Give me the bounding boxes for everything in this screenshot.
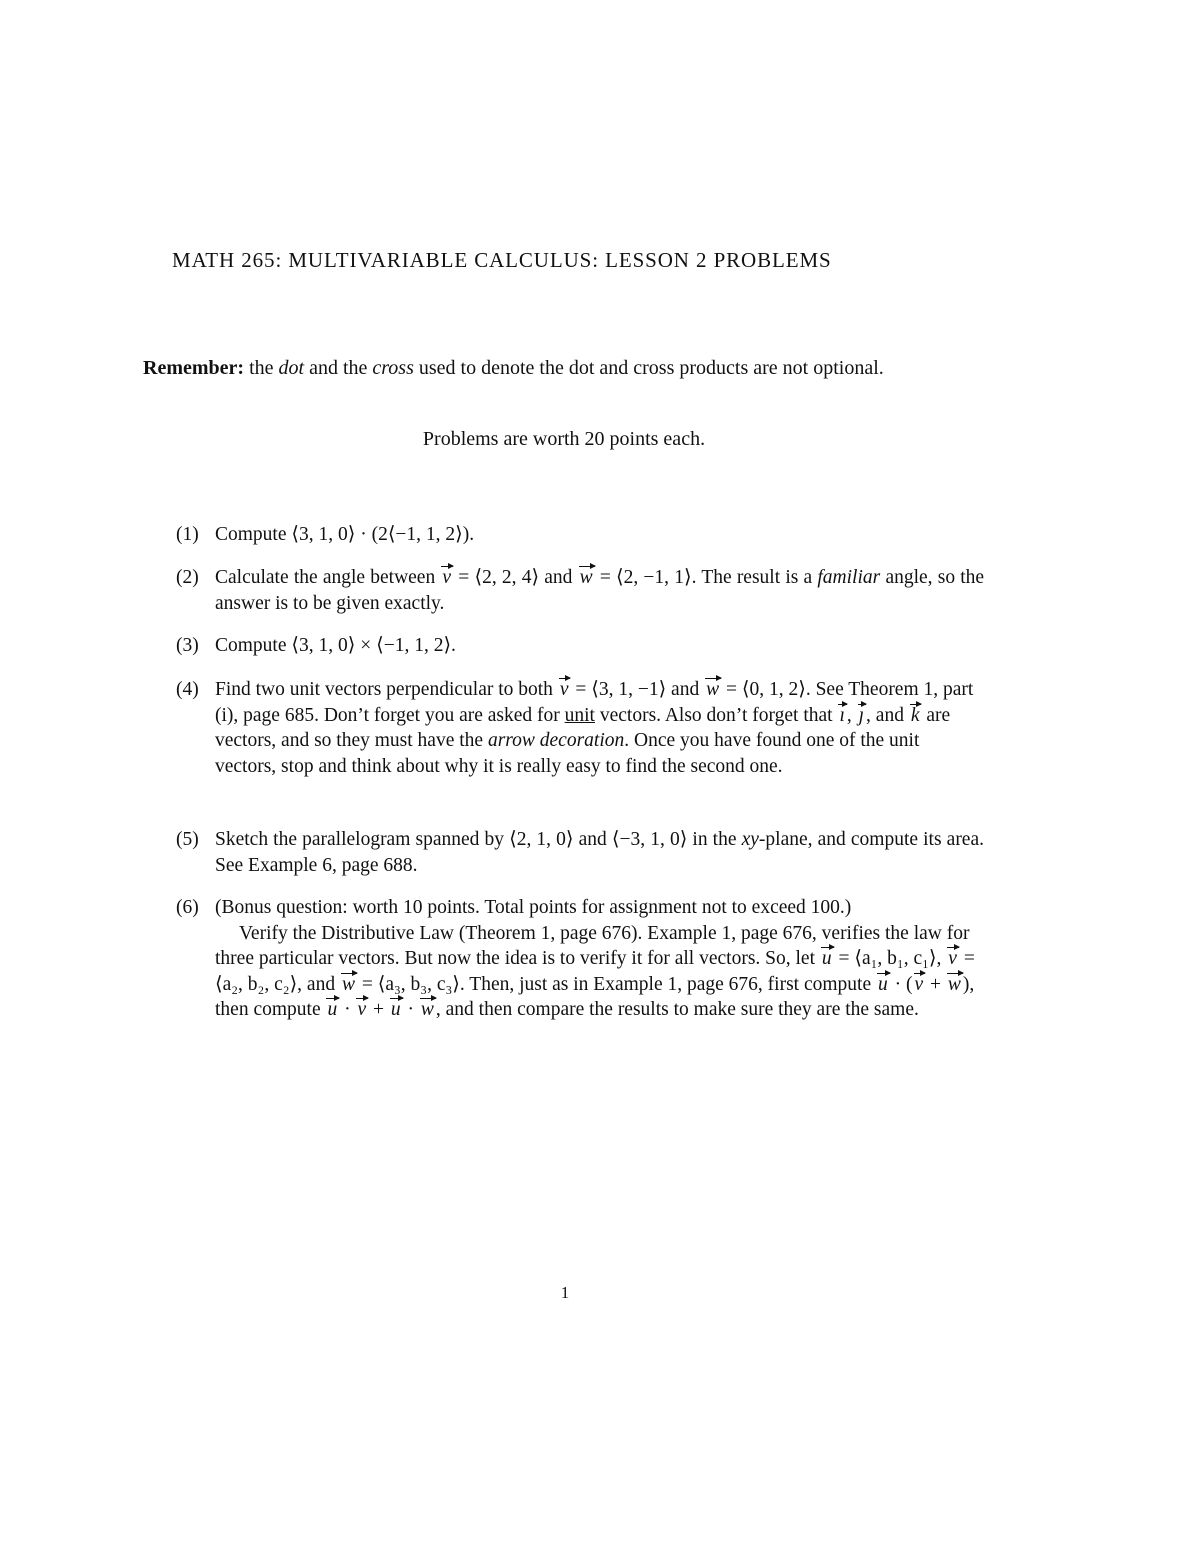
problem-2: [176, 565, 984, 616]
problem-5: [176, 827, 984, 878]
problem-number: (1): [176, 524, 199, 545]
xy-symbol: xy: [741, 829, 759, 850]
vector-v-symbol: v: [355, 997, 368, 1023]
points-note: Problems are worth 20 points each.: [422, 428, 706, 450]
remember-note: [143, 355, 985, 381]
vector-w-symbol: w: [704, 677, 721, 703]
text-run: , and then compare the results to make sure they are the same.: [435, 999, 919, 1020]
text-run: are vectors, and so they must have the: [215, 704, 951, 751]
vector-w-symbol: w: [578, 565, 595, 591]
problem-number: (6): [176, 897, 199, 918]
vector-u-symbol: u: [325, 997, 339, 1023]
vector-u-symbol: u: [876, 972, 890, 998]
remember-text-1: the: [249, 357, 274, 379]
text-run: +: [930, 973, 942, 995]
problem-number: (4): [176, 679, 199, 700]
text-run: = ⟨2, −1, 1⟩. The result is a: [599, 567, 813, 588]
problem-text: [215, 677, 984, 779]
arrow-decoration-phrase: arrow decoration: [487, 730, 625, 751]
text-run: . Once you have found one of the unit vectors, stop and think about why it is really easy to find the second one.: [215, 730, 920, 777]
vector-k-symbol: k: [909, 703, 922, 729]
text-run: = ⟨a₂, b₂, c₂⟩, and: [215, 948, 975, 995]
remember-label: Remember:: [143, 357, 245, 379]
remember-text-2: and the: [309, 357, 368, 379]
text-run: Calculate the angle between: [215, 567, 436, 588]
text-run: ·: [407, 999, 414, 1020]
vector-j-symbol: ȷ: [857, 703, 866, 729]
problem-text: Compute ⟨3, 1, 0⟩ · (2⟨−1, 1, 2⟩).: [215, 524, 475, 545]
text-run: = ⟨a₁, b₁, c₁⟩,: [838, 948, 942, 969]
vector-u-symbol: u: [389, 997, 403, 1023]
text-run: angle, so the answer is to be given exactly.: [215, 567, 985, 614]
page-number: 1: [560, 1283, 570, 1302]
problem-text: Compute ⟨3, 1, 0⟩ × ⟨−1, 1, 2⟩.: [215, 635, 456, 656]
text-run: = ⟨2, 2, 4⟩ and: [458, 567, 573, 588]
problem-text: [215, 565, 984, 616]
text-run: +: [373, 999, 384, 1020]
vector-w-symbol: w: [419, 997, 436, 1023]
text-run: Sketch the parallelogram spanned by ⟨2, 1, 0⟩ and ⟨−3, 1, 0⟩ in the: [215, 829, 737, 850]
problem-1: [176, 522, 984, 548]
unit-word: unit: [564, 704, 595, 726]
cross-word: cross: [372, 357, 414, 379]
text-run: ·: [344, 999, 351, 1020]
problem-text: [215, 827, 984, 878]
familiar-word: familiar: [817, 567, 881, 588]
text-run: Verify the Distributive Law (Theorem 1, page 676). Example 1, page 676, verifies the law for three particular vectors. But now the idea is to verify it for all vectors. So, let: [215, 922, 970, 969]
vector-v-symbol: v: [440, 565, 453, 591]
vector-v-symbol: v: [558, 677, 571, 703]
text-run: ), then compute: [215, 973, 975, 1020]
vector-v-symbol: v: [946, 946, 959, 972]
text-run: -plane, and compute its area. See Example 6, page 688.: [215, 829, 984, 876]
problem-number: (3): [176, 635, 199, 656]
problem-3: [176, 633, 984, 659]
text-run: = ⟨0, 1, 2⟩. See Theorem 1, part (i), page 685. Don’t forget you are asked for: [215, 679, 974, 726]
problem-6: [176, 895, 984, 1023]
remember-text-3: used to denote the dot and cross products are not optional.: [418, 357, 884, 379]
problem-4: [176, 677, 984, 779]
problem-number: (5): [176, 829, 199, 850]
text-run: , and: [866, 704, 904, 726]
problem-number: (2): [176, 567, 199, 588]
text-run: Find two unit vectors perpendicular to both: [215, 679, 553, 700]
bonus-note: (Bonus question: worth 10 points. Total points for assignment not to exceed 100.): [215, 897, 852, 918]
text-run: ,: [846, 704, 852, 726]
vector-w-symbol: w: [340, 972, 357, 998]
vector-u-symbol: u: [820, 946, 834, 972]
page-title: MATH 265: MULTIVARIABLE CALCULUS: LESSON 2 PROBLEMS: [172, 248, 832, 272]
vector-i-symbol: ı: [837, 703, 846, 729]
problem-text: [215, 895, 984, 1023]
text-run: vectors. Also don’t forget that: [599, 704, 833, 726]
text-run: = ⟨a₃, b₃, c₃⟩. Then, just as in Example 1, page 676, first compute: [361, 973, 872, 995]
text-run: · (: [894, 973, 913, 995]
vector-w-symbol: w: [946, 972, 963, 998]
vector-v-symbol: v: [913, 972, 926, 998]
dot-word: dot: [278, 357, 305, 379]
text-run: = ⟨3, 1, −1⟩ and: [575, 679, 700, 700]
